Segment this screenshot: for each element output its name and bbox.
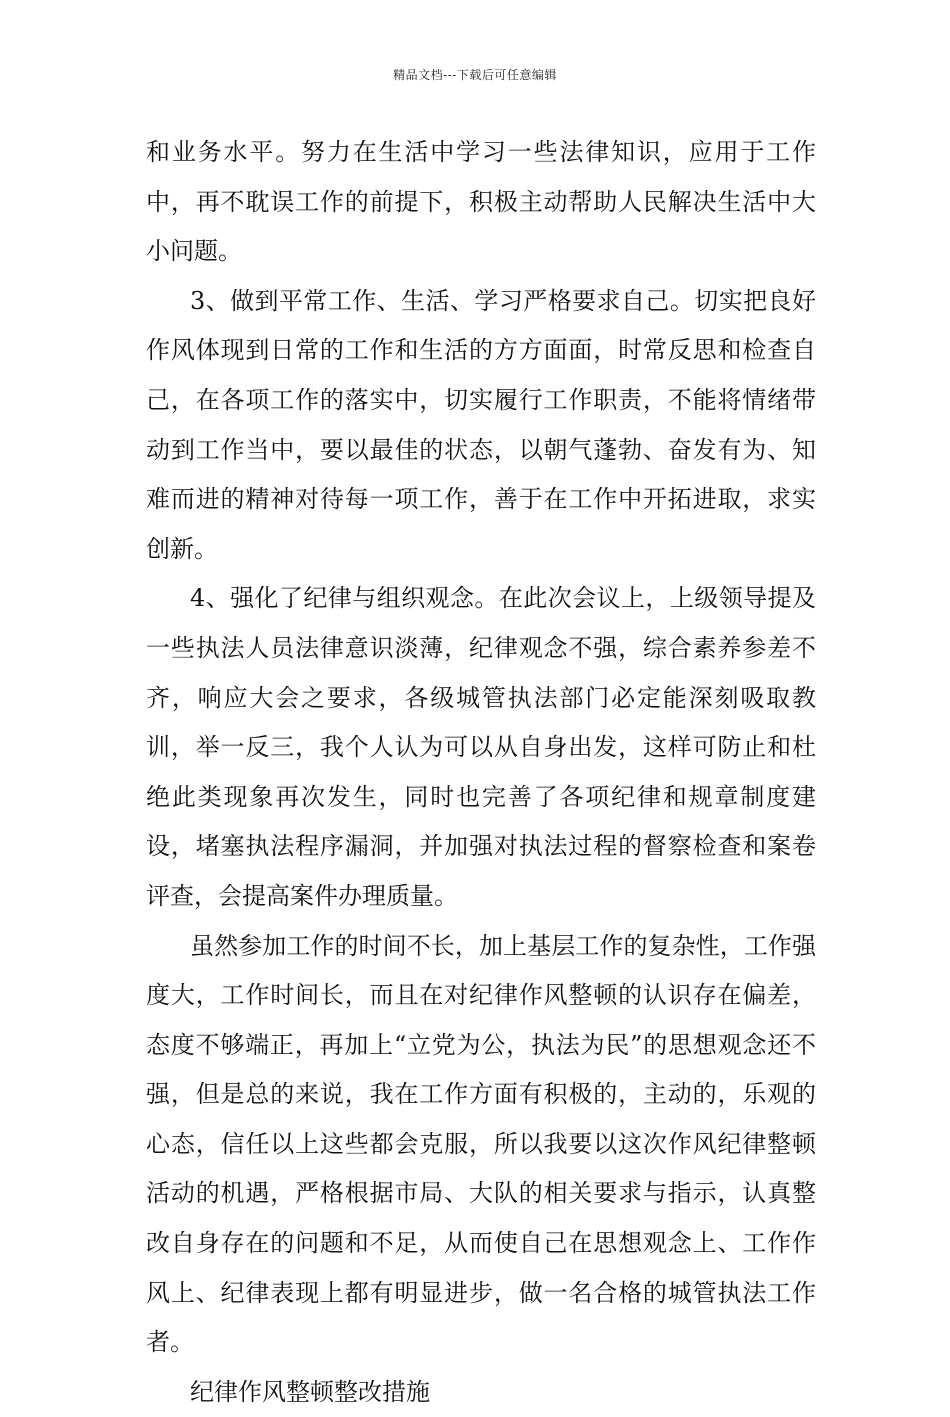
section-heading: 纪律作风整顿整改措施 [190, 1377, 430, 1406]
document-body [146, 128, 816, 1417]
paragraph-item-4: 4、强化了纪律与组织观念。在此次会议上，上级领导提及一些执法人员法律意识淡薄，纪律观念不强，综合素养参差不齐，响应大会之要求，各级城管执法部门必定能深刻吸取教训，举一反三，我个人认为可以从自身出发，这样可防止和杜绝此类现象再次发生，同时也完善了各项纪律和规章制度建设，堵塞执法程序漏洞，并加强对执法过程的督察检查和案卷评查，会提高案件办理质量。 [146, 584, 816, 910]
page-header: 精品文档---下载后可任意编辑 [393, 68, 557, 82]
paragraph-continuation: 和业务水平。努力在生活中学习一些法律知识，应用于工作中，再不耽误工作的前提下，积极主动帮助人民解决生活中大小问题。 [146, 138, 816, 266]
paragraph-summary: 虽然参加工作的时间不长，加上基层工作的复杂性，工作强度大，工作时间长，而且在对纪律作风整顿的认识存在偏差，态度不够端正，再加上“立党为公，执法为民”的思想观念还不强，但是总的来说，我在工作方面有积极的，主动的，乐观的心态，信任以上这些都会克服，所以我要以这次作风纪律整顿活动的机遇，严格根据市局、大队的相关要求与指示，认真整改自身存在的问题和不足，从而使自己在思想观念上、工作作风上、纪律表现上都有明显进步，做一名合格的城管执法工作者。 [146, 931, 816, 1357]
paragraph-item-3: 3、做到平常工作、生活、学习严格要求自己。切实把良好作风体现到日常的工作和生活的方方面面，时常反思和检查自己，在各项工作的落实中，切实履行工作职责，不能将情绪带动到工作当中，要以最佳的状态，以朝气蓬勃、奋发有为、知难而进的精神对待每一项工作，善于在工作中开拓进取，求实创新。 [146, 286, 816, 563]
